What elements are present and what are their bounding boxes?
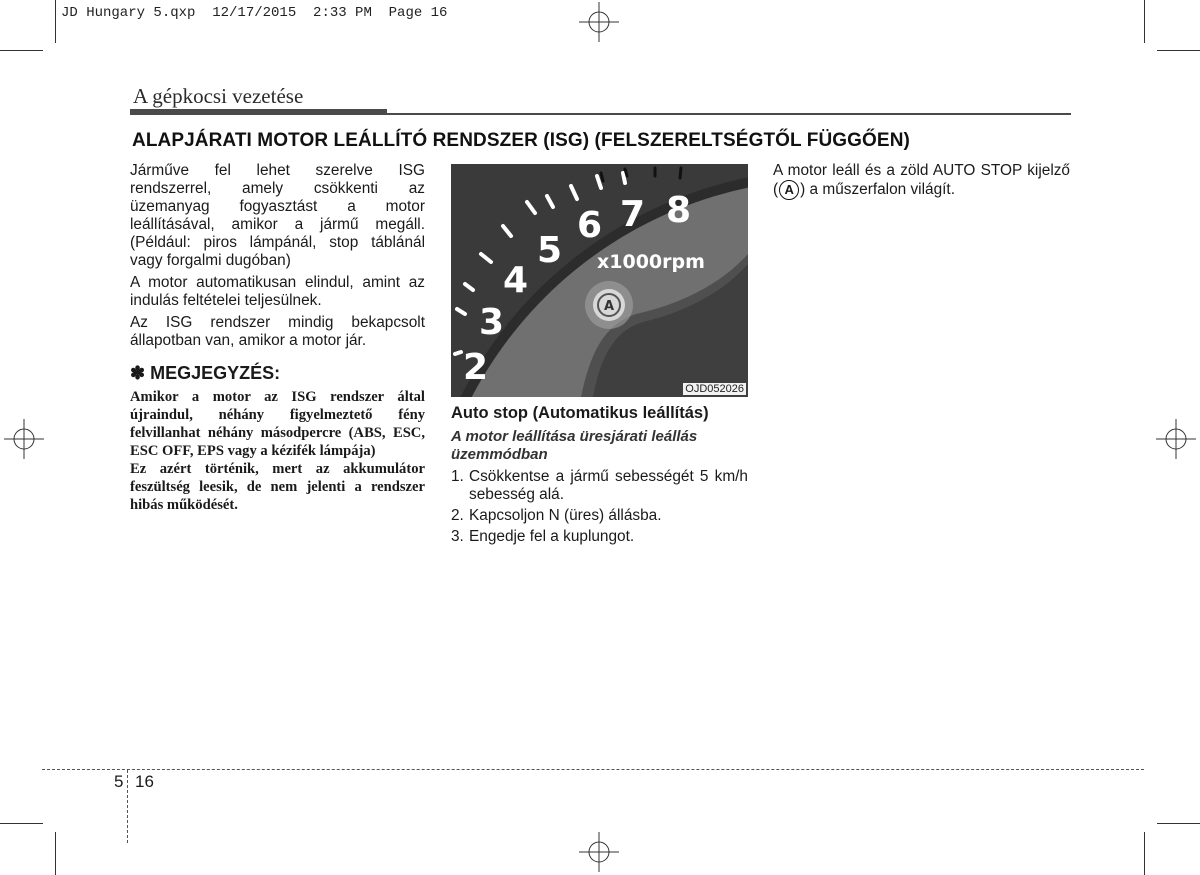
always-on-paragraph: Az ISG rendszer mindig bekapcsolt állapotban van, amikor a motor jár. [130, 314, 425, 349]
rpm-unit-label: x1000rpm [597, 251, 705, 273]
rpm-digit: 8 [666, 190, 692, 231]
tick-mark [601, 173, 603, 181]
note-heading: ✽ MEGJEGYZÉS: [130, 363, 281, 383]
step-text: Kapcsoljon N (üres) állásba. [469, 507, 662, 524]
registration-mark-left [4, 419, 44, 459]
left-column [130, 162, 425, 514]
step-number: 2. [451, 507, 464, 524]
title-rule-thin [387, 113, 1071, 115]
auto-stop-indicator-icon [585, 281, 633, 329]
registration-mark-bottom [579, 832, 619, 872]
step-item [451, 507, 748, 525]
tachometer-illustration [451, 164, 748, 397]
note-paragraph: Ez azért történik, mert az akkumulátor feszültség leesik, de nem jelenti a rendszer hibás működését. [130, 461, 425, 513]
restart-paragraph: A motor automatikusan elindul, amint az indulás feltételei teljesülnek. [130, 274, 425, 309]
intro-paragraph: Járműve fel lehet szerelve ISG rendszerrel, amely csökkenti az üzemanyag fogyasztást a motor leállításával, amikor a jármű megáll. (Például: piros lámpánál, stop táblánál vagy forgalmi dugóban) [130, 162, 425, 269]
title-rule-thick [130, 109, 387, 115]
middle-column [451, 404, 748, 549]
indicator-letter: A [603, 299, 615, 314]
right-text-before: A motor leáll és a zöld AUTO STOP kijelző ( [773, 162, 1070, 199]
rpm-digit: 5 [537, 230, 563, 271]
step-text: Csökkentse a jármű sebességét 5 km/h sebesség alá. [469, 468, 748, 503]
tick-mark [455, 352, 461, 354]
auto-stop-icon: A [779, 180, 799, 200]
rpm-digit: 2 [463, 347, 489, 388]
main-heading: ALAPJÁRATI MOTOR LEÁLLÍTÓ RENDSZER (ISG) (FELSZERELTSÉGTŐL FÜGGŐEN) [132, 130, 910, 151]
auto-stop-subheading: A motor leállítása üresjárati leállás üzemmódban [451, 428, 698, 463]
rpm-digit: 4 [503, 260, 529, 301]
right-text-after: ) a műszerfalon világít. [800, 181, 955, 199]
rpm-digit: 6 [577, 205, 603, 246]
step-number: 1. [451, 468, 464, 485]
auto-stop-heading: Auto stop (Automatikus leállítás) [451, 404, 709, 422]
section-title: A gépkocsi vezetése [133, 84, 304, 108]
rpm-digit: 3 [479, 302, 505, 343]
registration-mark-right [1156, 419, 1196, 459]
tachometer-figure [451, 164, 748, 397]
chapter-number: 5 [114, 772, 124, 791]
tick-mark [680, 168, 681, 178]
rpm-digit: 7 [620, 194, 646, 235]
step-text: Engedje fel a kuplungot. [469, 528, 635, 545]
note-paragraph: Amikor a motor az ISG rendszer által újraindul, néhány figyelmeztető fény felvillanhat néhány másodpercre (ABS, ESC, ESC OFF, EPS vagy a kézifék lámpája) [130, 389, 425, 459]
printer-slug: JD Hungary 5.qxp 12/17/2015 2:33 PM Page 16 [61, 5, 448, 21]
note-body [130, 388, 425, 514]
tick-mark [623, 173, 625, 183]
step-item [451, 528, 748, 546]
footer-rule [42, 769, 1144, 770]
page-number: 16 [135, 772, 154, 791]
auto-stop-steps [451, 468, 748, 546]
figure-code: OJD052026 [685, 383, 744, 395]
tick-mark [625, 169, 627, 176]
step-number: 3. [451, 528, 464, 545]
right-column [773, 162, 1070, 200]
footer-divider [127, 770, 128, 843]
registration-mark-top [579, 2, 619, 42]
step-item [451, 468, 748, 504]
